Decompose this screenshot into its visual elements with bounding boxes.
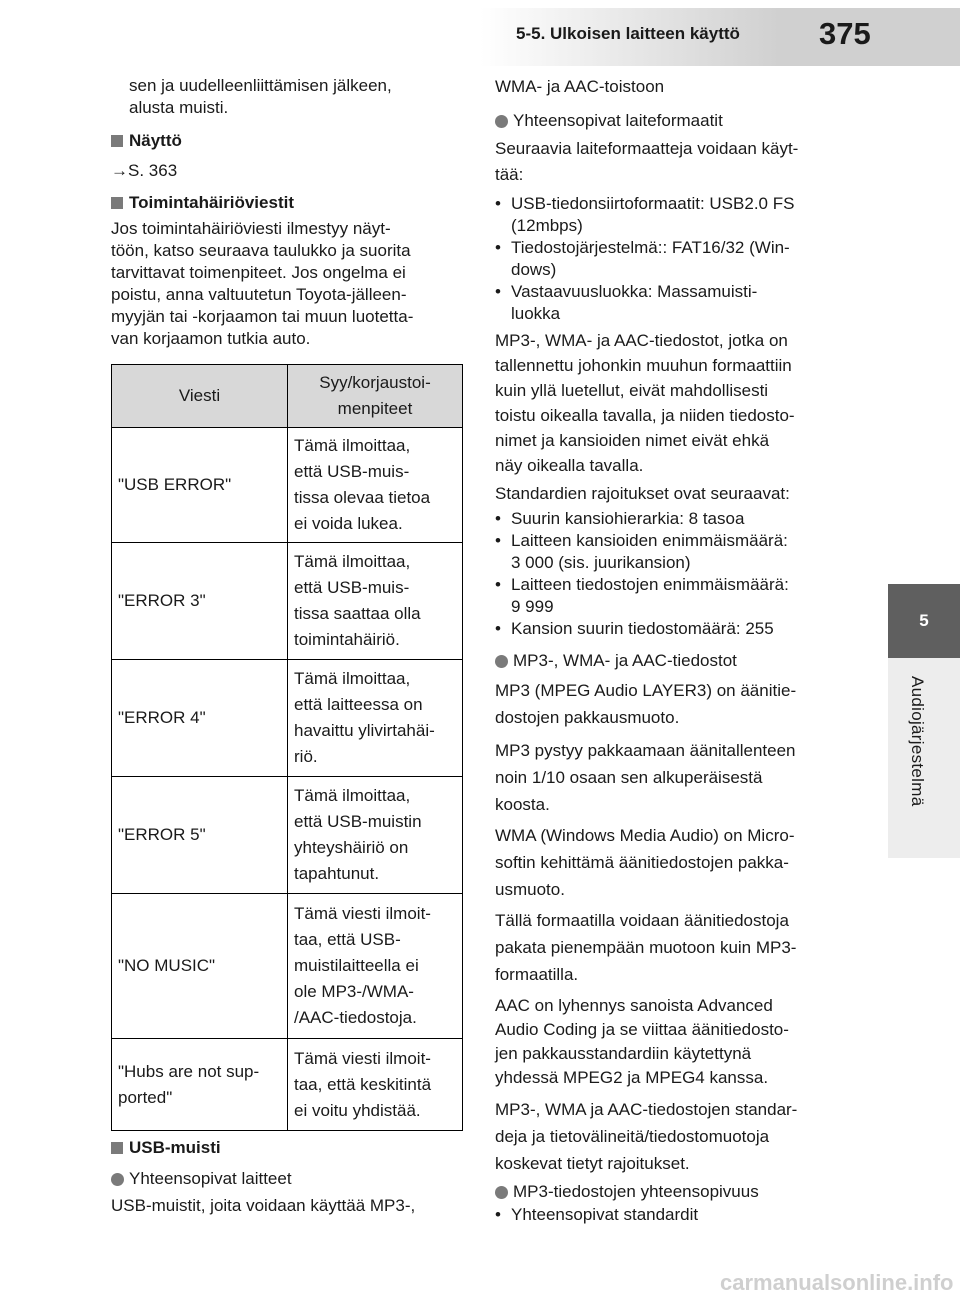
- heading-text: Yhteensopivat laitteet: [129, 1169, 292, 1188]
- text-line: 3 000 (sis. juurikansion): [511, 553, 691, 572]
- text-line: van korjaamon tutkia auto.: [111, 329, 311, 348]
- cause-cell: [288, 777, 463, 894]
- errors-heading: [111, 192, 294, 214]
- text-line: Suurin kansiohierarkia: 8 tasoa: [511, 509, 745, 528]
- text-line: MP3 pystyy pakkaamaan äänitallenteen: [495, 741, 796, 760]
- text-line: Vastaavuusluokka: Massamuisti-: [511, 282, 758, 301]
- format-bullet-list: [495, 193, 855, 325]
- text-line: Laitteen kansioiden enimmäismäärä:: [511, 531, 788, 550]
- text-line: poistu, anna valtuutetun Toyota-jälleen-: [111, 285, 407, 304]
- message-cell: "ERROR 5": [112, 777, 288, 894]
- list-item: • Vastaavuusluokka: Massamuisti- luokka: [495, 282, 758, 323]
- circle-bullet-icon: [495, 115, 508, 128]
- square-bullet-icon: [111, 197, 123, 209]
- column-header-message: Viesti: [112, 365, 288, 428]
- message-cell: "USB ERROR": [112, 428, 288, 543]
- storage-format-note: [495, 328, 855, 478]
- text-line: töön, katso seuraava taulukko ja suorita: [111, 241, 411, 260]
- cell-line: riö.: [294, 747, 318, 766]
- text-line: USB-tiedonsiirtoformaatit: USB2.0 FS: [511, 194, 795, 213]
- cell-line: Tämä ilmoittaa,: [294, 786, 411, 805]
- column-header-cause: [288, 365, 463, 428]
- heading-text: Näyttö: [129, 131, 182, 150]
- error-message-table: [111, 364, 463, 1131]
- mp3-heading: [495, 650, 737, 672]
- text-line: toistu oikealla tavalla, ja niiden tiedosto-: [495, 406, 795, 425]
- usb-text: USB-muistit, joita voidaan käyttää MP3-,: [111, 1196, 416, 1215]
- table-row: [112, 894, 463, 1039]
- text-line: Yhteensopivat standardit: [511, 1205, 699, 1224]
- naytto-heading: [111, 130, 182, 152]
- list-item: • Yhteensopivat standardit: [495, 1205, 699, 1224]
- aac-description: [495, 994, 855, 1090]
- text-line: Tiedostojärjestelmä:: FAT16/32 (Win-: [511, 238, 790, 257]
- list-item: • Suurin kansiohierarkia: 8 tasoa: [495, 509, 745, 528]
- text-line: AAC on lyhennys sanoista Advanced: [495, 996, 773, 1015]
- circle-bullet-icon: [495, 1186, 508, 1199]
- cell-line: ei voitu yhdistää.: [294, 1100, 421, 1120]
- text-line: myyjän tai -korjaamon tai muun luotetta-: [111, 307, 414, 326]
- text-line: MP3-, WMA ja AAC-tiedostojen standar-: [495, 1100, 798, 1119]
- message-cell: "ERROR 3": [112, 543, 288, 660]
- heading-text: MP3-tiedostojen yhteensopivuus: [513, 1182, 759, 1201]
- cell-line: Tämä ilmoittaa,: [294, 436, 411, 455]
- cause-cell: [288, 543, 463, 660]
- chapter-tab-label: Audiojärjestelmä: [908, 676, 927, 807]
- heading-text: Yhteensopivat laiteformaatit: [513, 111, 723, 130]
- formats-heading: [495, 110, 723, 132]
- cell-line: tissa saattaa olla: [294, 604, 421, 623]
- text-line: WMA (Windows Media Audio) on Micro-: [495, 826, 795, 845]
- compat-devices-heading: [111, 1168, 292, 1190]
- text-line: tallennettu johonkin muuhun formaattiin: [495, 356, 792, 375]
- page-header: [0, 0, 960, 68]
- errors-description: [111, 218, 471, 350]
- text-line: Tällä formaatilla voidaan äänitiedostoja: [495, 911, 789, 930]
- cell-line: toimintahäiriö.: [294, 630, 400, 649]
- cell-line: muistilaitteella ei: [294, 956, 419, 975]
- heading-text: Toimintahäiriöviestit: [129, 193, 294, 212]
- text-line: sen ja uudelleenliittämisen jälkeen,: [129, 76, 392, 95]
- heading-text: USB-muisti: [129, 1138, 221, 1157]
- text-line: koskevat tietyt rajoitukset.: [495, 1154, 690, 1173]
- mp3-description: [495, 677, 855, 731]
- wma-description: [495, 822, 855, 903]
- list-item: • Tiedostojärjestelmä:: FAT16/32 (Win- dows): [495, 238, 790, 279]
- header-line: menpiteet: [337, 399, 413, 418]
- mp3-compat-heading: [495, 1181, 759, 1203]
- watermark: carmanualsonline.info: [720, 1270, 954, 1295]
- text-line: MP3-, WMA- ja AAC-tiedostot, jotka on: [495, 331, 788, 350]
- list-item: • USB-tiedonsiirtoformaatit: USB2.0 FS (12mbps): [495, 194, 795, 235]
- text-line: dostojen pakkausmuoto.: [495, 708, 680, 727]
- intro-text: [129, 75, 469, 119]
- chapter-title: 5-5. Ulkoisen laitteen käyttö: [516, 24, 740, 43]
- circle-bullet-icon: [495, 655, 508, 668]
- list-item: • Kansion suurin tiedostomäärä: 255: [495, 619, 774, 638]
- text-line: Audio Coding ja se viittaa äänitiedosto-: [495, 1020, 789, 1039]
- text-line: (12mbps): [511, 216, 583, 235]
- text-line: tää:: [495, 165, 524, 184]
- cause-cell: [288, 1039, 463, 1131]
- formats-intro: [495, 136, 855, 188]
- text-line: noin 1/10 osaan sen alkuperäisestä: [495, 768, 763, 787]
- circle-bullet-icon: [111, 1173, 124, 1186]
- cell-line: havaittu ylivirtahäi-: [294, 721, 435, 740]
- text-line: formaatilla.: [495, 965, 579, 984]
- table-row: [112, 660, 463, 777]
- usb-heading: [111, 1137, 221, 1159]
- text-line: alusta muisti.: [129, 98, 229, 117]
- cause-cell: [288, 428, 463, 543]
- text-line: tarvittavat toimenpiteet. Jos ongelma ei: [111, 263, 406, 282]
- message-cell: "NO MUSIC": [112, 894, 288, 1039]
- cell-line: "Hubs are not sup-: [118, 1061, 260, 1081]
- table-header-row: [112, 365, 463, 428]
- limits-intro: Standardien rajoitukset ovat seuraavat:: [495, 484, 790, 503]
- cell-line: ole MP3-/WMA-: [294, 982, 414, 1001]
- text-line: nimet ja kansioiden nimet eivät ehkä: [495, 431, 770, 450]
- text-line: usmuoto.: [495, 880, 565, 899]
- message-cell: [112, 1039, 288, 1131]
- text-line: yhdessä MPEG2 ja MPEG4 kanssa.: [495, 1068, 769, 1087]
- text-line: softin kehittämä äänitiedostojen pakka-: [495, 853, 789, 872]
- cell-line: taa, että keskitintä: [294, 1074, 432, 1094]
- message-cell: "ERROR 4": [112, 660, 288, 777]
- standards-note: [495, 1096, 855, 1177]
- text-line: dows): [511, 260, 557, 279]
- text-line: luokka: [511, 304, 561, 323]
- table-row: [112, 777, 463, 894]
- text-line: jen pakkausstandardiin käytettynä: [495, 1044, 752, 1063]
- cell-line: yhteyshäiriö on: [294, 838, 409, 857]
- table-row: [112, 428, 463, 543]
- page-reference-link[interactable]: →S. 363: [111, 161, 178, 180]
- text-line: MP3 (MPEG Audio LAYER3) on äänitie-: [495, 681, 797, 700]
- square-bullet-icon: [111, 135, 123, 147]
- cell-line: tissa olevaa tietoa: [294, 488, 431, 507]
- cell-line: että laitteessa on: [294, 695, 423, 714]
- wma-compression: [495, 907, 855, 988]
- cause-cell: [288, 660, 463, 777]
- text-line: näy oikealla tavalla.: [495, 456, 644, 475]
- cell-line: että USB-muis-: [294, 578, 410, 597]
- limits-bullet-list: [495, 508, 855, 640]
- text-line: Seuraavia laiteformaatteja voidaan käyt-: [495, 139, 799, 158]
- cell-line: Tämä ilmoittaa,: [294, 552, 411, 571]
- cell-line: Tämä ilmoittaa,: [294, 669, 411, 688]
- cell-line: tapahtunut.: [294, 864, 380, 883]
- list-item: • Laitteen kansioiden enimmäismäärä: 3 000 (sis. juurikansion): [495, 531, 788, 572]
- cause-cell: [288, 894, 463, 1039]
- cell-line: Tämä viesti ilmoit-: [294, 1048, 431, 1068]
- text-line: kuin yllä luetellut, eivät mahdollisesti: [495, 381, 769, 400]
- text-line: pakata pienempään muotoon kuin MP3-: [495, 938, 797, 957]
- text-line: Jos toimintahäiriöviesti ilmestyy näyt-: [111, 219, 391, 238]
- continued-text: WMA- ja AAC-toistoon: [495, 77, 665, 96]
- header-line: Syy/korjaustoi-: [319, 373, 431, 392]
- text-line: Kansion suurin tiedostomäärä: 255: [511, 619, 774, 638]
- cell-line: taa, että USB-: [294, 930, 401, 949]
- cell-line: ei voida lukea.: [294, 514, 403, 533]
- square-bullet-icon: [111, 1142, 123, 1154]
- cell-line: /AAC-tiedostoja.: [294, 1008, 417, 1027]
- cell-line: Tämä viesti ilmoit-: [294, 904, 431, 923]
- table-row: [112, 543, 463, 660]
- text-line: koosta.: [495, 795, 550, 814]
- list-item: • Laitteen tiedostojen enimmäismäärä: 9 999: [495, 575, 789, 616]
- cell-line: että USB-muistin: [294, 812, 422, 831]
- cell-line: ported": [118, 1087, 173, 1107]
- text-line: deja ja tietovälineitä/tiedostomuotoja: [495, 1127, 770, 1146]
- text-line: 9 999: [511, 597, 554, 616]
- cell-line: että USB-muis-: [294, 462, 410, 481]
- text-line: Laitteen tiedostojen enimmäismäärä:: [511, 575, 789, 594]
- mp3-compression: [495, 737, 855, 818]
- page-number: 375: [819, 16, 871, 51]
- heading-text: MP3-, WMA- ja AAC-tiedostot: [513, 651, 737, 670]
- chapter-tab[interactable]: 5: [888, 584, 960, 658]
- table-row: [112, 1039, 463, 1131]
